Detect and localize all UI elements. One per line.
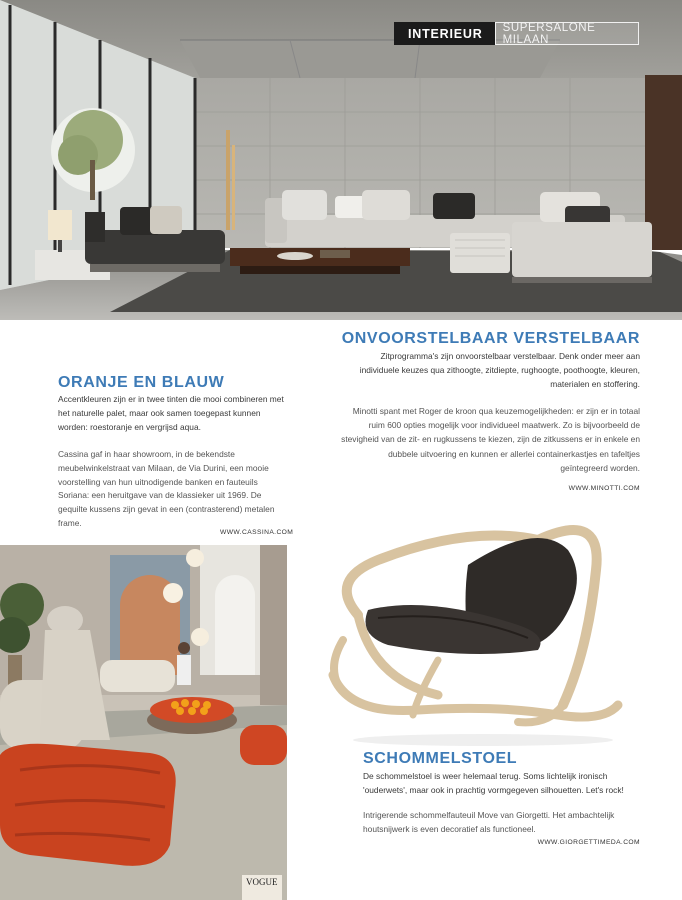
paragraph-onvoorstelbaar-2: Minotti spant met Roger de kroon qua keuzemogelijkheden: er zijn er in totaal ruim 600 opties mogelijk voor individueel maatwerk. Zo is bijvoorbeeld de stevigheid van de zit- en rugkussens te kiezen, zijn de zitkussens er in enkele en dubbele uitvoering en kunnen er allerlei containerkastjes en tafeltjes geïntegreerd worden. [341,406,640,473]
photo-giorgetti-rocking-chair [318,510,648,750]
subsection-label: SUPERSALONE MILAAN [495,22,639,45]
hero-photo-minotti-living [0,0,682,320]
magazine-spine-text: VOGUE [246,877,278,887]
heading-onvoorstelbaar: ONVOORSTELBAAR VERSTELBAAR [341,330,640,347]
url-cassina[interactable]: WWW.CASSINA.COM [220,529,294,536]
heading-schommelstoel: SCHOMMELSTOEL [363,750,518,767]
paragraph-schommel-2: Intrigerende schommelfauteuil Move van Giorgetti. Het ambachtelijk houtsnijwerk is even decoratief als functioneel. [363,810,615,834]
paragraph-schommel-1: De schommelstoel is weer helemaal terug. Soms lichtelijk ironisch 'ouderwets', maar ook in prachtig vormgegeven silhouetten. Let's rock! [363,771,624,795]
heading-oranje-en-blauw: ORANJE EN BLAUW [58,374,225,391]
paragraph-oranje-2: Cassina gaf in haar showroom, in de bekendste meubelwinkelstraat van Milaan, de Via Durini, een mooie voorstelling van hun uitnodigende banken en fauteuils Soriana: een heruitgave van de klassieker uit 1969. De gequilte kussens zijn gevat in een (contrasterend) metalen frame. [58,449,275,528]
url-minotti[interactable]: WWW.MINOTTI.COM [568,485,640,492]
paragraph-onvoorstelbaar-1: Zitprogramma's zijn onvoorstelbaar verstelbaar. Denk onder meer aan individuele keuzes qua zithoogte, zitdiepte, rughoogte, poothoogte, kleuren, materialen en stoffering. [359,351,640,390]
section-header [394,22,639,45]
photo-cassina-showroom [0,545,287,900]
url-giorgetti[interactable]: WWW.GIORGETTIMEDA.COM [537,839,640,846]
paragraph-oranje-1: Accentkleuren zijn er in twee tinten die mooi combineren met het naturelle palet, maar ook samen toegepast kunnen worden: roestoranje en vergrijsd aqua. [58,394,284,432]
section-label: INTERIEUR [394,22,495,45]
